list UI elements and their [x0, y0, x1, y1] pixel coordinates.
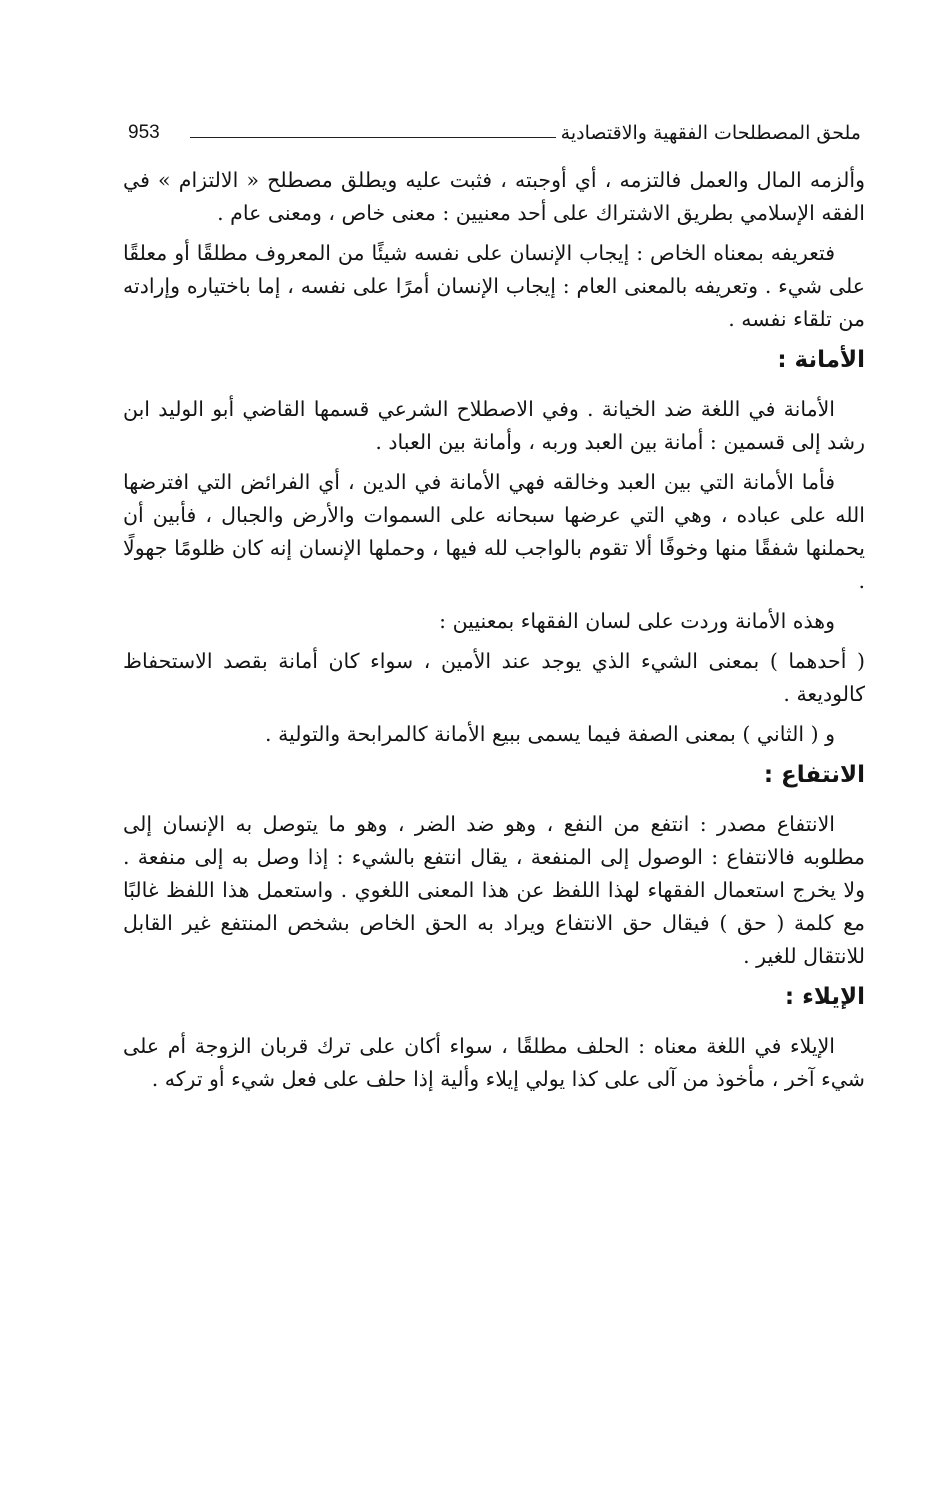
- paragraph: الإيلاء في اللغة معناه : الحلف مطلقًا ، سواء أكان على ترك قربان الزوجة أم على شيء آخر ، مأخوذ من آلى على كذا يولي إيلاء وألية إذا حلف على فعل شيء أو تركه .: [123, 1034, 865, 1091]
- paragraph: ( أحدهما ) بمعنى الشيء الذي يوجد عند الأمين ، سواء كان أمانة بقصد الاستحفاظ كالوديعة .: [123, 649, 865, 706]
- paragraph: الأمانة في اللغة ضد الخيانة . وفي الاصطلاح الشرعي قسمها القاضي أبو الوليد ابن رشد إلى قسمين : أمانة بين العبد وربه ، وأمانة بين العباد .: [123, 397, 865, 454]
- section-heading-intifa: الانتفاع :: [763, 762, 865, 788]
- paragraph: وألزمه المال والعمل فالتزمه ، أي أوجبته ، فثبت عليه ويطلق مصطلح « الالتزام » في الفقه الإسلامي بطريق الاشتراك على أحد معنيين : معنى خاص ، ومعنى عام .: [123, 168, 865, 225]
- paragraph: الانتفاع مصدر : انتفع من النفع ، وهو ضد الضر ، وهو ما يتوصل به الإنسان إلى مطلوبه فالانتفاع : الوصول إلى المنفعة ، يقال انتفع بالشيء : إذا وصل به إلى منفعة . ولا يخرج استعمال الفقهاء لهذا اللفظ عن هذا المعنى اللغوي . واستعمل هذا اللفظ غالبًا مع كلمة ( حق ) فيقال حق الانتفاع ويراد به الحق الخاص بشخص المنتفع غير القابل للانتقال للغير .: [123, 812, 865, 968]
- paragraph: وهذه الأمانة وردت على لسان الفقهاء بمعنيين :: [439, 609, 835, 633]
- running-header: [128, 120, 861, 150]
- section-heading-amana: الأمانة :: [777, 347, 865, 373]
- page-number: 953: [128, 122, 160, 143]
- running-header-title: ملحق المصطلحات الفقهية والاقتصادية: [560, 122, 861, 144]
- body-text: [123, 164, 865, 1103]
- paragraph: فتعريفه بمعناه الخاص : إيجاب الإنسان على نفسه شيئًا من المعروف مطلقًا أو معلقًا على شيء . وتعريفه بالمعنى العام : إيجاب الإنسان أمرًا على نفسه ، إما باختياره وإرادته من تلقاء نفسه .: [123, 241, 865, 331]
- header-rule: [190, 137, 556, 138]
- paragraph: و ( الثاني ) بمعنى الصفة فيما يسمى ببيع الأمانة كالمرابحة والتولية .: [265, 722, 835, 746]
- paragraph: فأما الأمانة التي بين العبد وخالقه فهي الأمانة في الدين ، أي الفرائض التي افترضها الله على عباده ، وهي التي عرضها سبحانه على السموات والأرض والجبال ، فأبين أن يحملنها شفقًا منها وخوفًا ألا تقوم بالواجب لله فيها ، وحملها الإنسان إنه كان ظلومًا جهولًا .: [123, 470, 865, 593]
- section-heading-ila: الإيلاء :: [784, 984, 865, 1010]
